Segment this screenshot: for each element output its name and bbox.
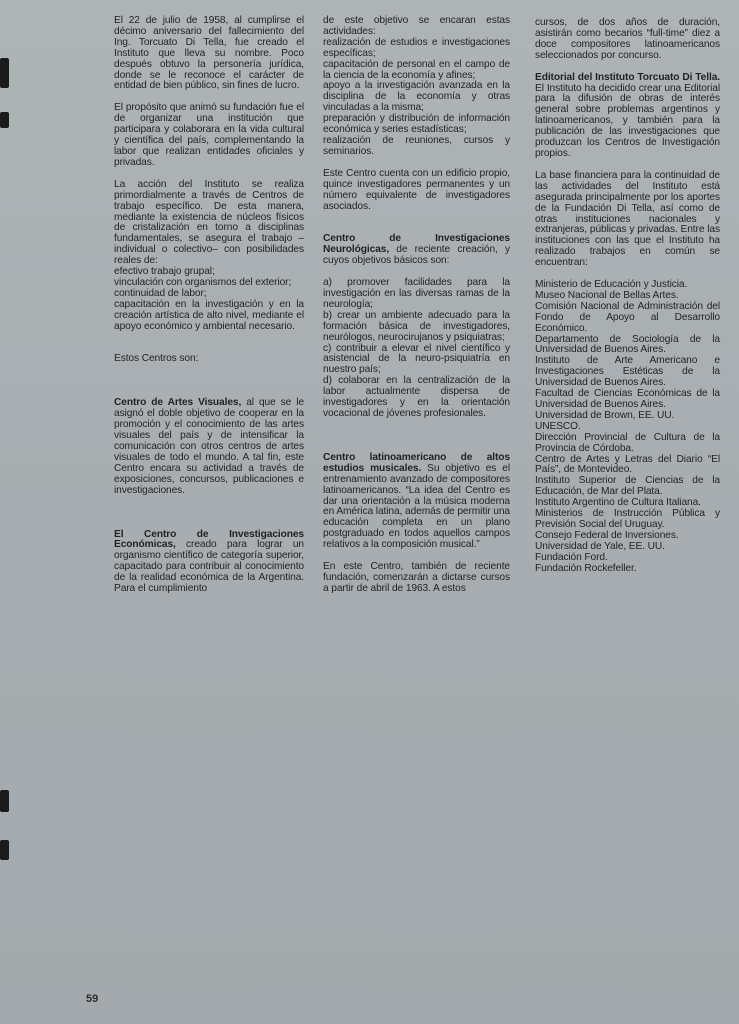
section-heading: Centro latinoamericano de altos estudios musicales.: [323, 451, 510, 474]
paragraph: En este Centro, también de reciente fundación, comenzarán a dictarse cursos a partir de abril de 1963. A estos: [323, 561, 510, 594]
paragraph: Este Centro cuenta con un edificio propio, quince investigadores permanentes y un número equivalente de investigadores asociados.: [323, 167, 510, 212]
section-body: Su objetivo es el entrenamiento avanzado de compositores latinoamericanos. “La idea del Centro es dar una orientación a la música moderna en América latina, además de permitir una educación completa en un plano postgraduado en todos aquellos campos relativos a la composición musical.”: [323, 462, 510, 551]
column-1: [114, 16, 304, 606]
paragraph: Estos Centros son:: [114, 353, 199, 365]
list: realización de estudios e investigaciones específicas; capacitación de personal en el campo de la ciencia de la economía y afines; apoyo a la investigación avanzada en la disciplina de la economía y otras vinculadas a la misma; preparación y distribución de información económica y series estadísticas; realización de reuniones, cursos y seminarios.: [323, 36, 510, 157]
paragraph: La base financiera para la continuidad de las actividades del Instituto está asegurada principalmente por los aportes de la Fundación Di Tella, así como de otras instituciones nacionales y extranjeras, públicas y privadas. Entre las instituciones con las que el Instituto ha realizado trabajos en común se encuentran:: [535, 169, 720, 269]
list: efectivo trabajo grupal; vinculación con organismos del exterior; continuidad de labor; capacitación en la investigación y en la creación artística de alto nivel, mediante el apoyo económico y ambiental necesario.: [114, 266, 304, 332]
paragraph: cursos, de dos años de duración, asistirán como becarios “full-time” diez a doce compositores latinoamericanos seleccionados por concurso.: [535, 17, 720, 61]
section-body: El Instituto ha decidido crear una Editorial para la difusión de obras de interés general sobre problemas argentinos y latinoamericanos, y también para la publicación de las investigaciones que produzcan los Centros de Investigación propios.: [535, 82, 720, 159]
section-body: de reciente creación, y cuyos objetivos básicos son:: [323, 244, 510, 267]
column-3: [535, 18, 720, 586]
binding-mark: [0, 112, 9, 128]
column-2: [323, 16, 510, 606]
binding-mark: [0, 58, 9, 88]
section-heading: Editorial del Instituto Torcuato Di Tella.: [535, 71, 720, 83]
paragraph: El 22 de julio de 1958, al cumplirse el décimo aniversario del fallecimiento del Ing. Torcuato Di Tella, fue creado el Instituto que lleva su nombre. Poco después obtuvo la personería jurídica, donde se le reconoce el carácter de entidad de bien público, sin fines de lucro.: [114, 15, 304, 92]
paragraph: El propósito que animó su fundación fue el de organizar una institución que participara y colaborara en la vida cultural y científica del país, complementando la labor que realizan entidades oficiales y privadas.: [114, 102, 304, 168]
section-heading: Centro de Investigaciones Neurológicas,: [323, 233, 510, 256]
section-body: creado para lograr un organismo científico de categoría superior, capacitado para contribuir al conocimiento de la realidad económica de la Argentina. Para el cumplimiento: [114, 539, 304, 595]
section-heading: El Centro de Investigaciones Económicas,: [114, 528, 304, 551]
page-number: 59: [86, 993, 99, 1005]
list: a) promover facilidades para la investigación en las diversas ramas de la neurología; b) crear un ambiente adecuado para la formación básica de investigadores, neurólogos, neurocirujanos y psiquiatras; c) contribuir a elevar el nivel científico y asistencial de la neuro-psiquiatría en nuestro país; d) colaborar en la centralización de la labor actualmente dispersa de investigadores y en la orientación vocacional de jóvenes profesionales.: [323, 277, 510, 419]
paragraph: La acción del Instituto se realiza primordialmente a través de Centros de trabajo específico. De esta manera, mediante la existencia de núcleos físicos de cristalización en torno a disciplinas fundamentales, se asegura el trabajo –individual o colectivo– con posibilidades reales de:: [114, 178, 304, 267]
binding-mark: [0, 790, 9, 812]
section-body: al que se le asignó el doble objetivo de cooperar en la promoción y el conocimiento de las artes visuales del país y de intensificar la comunicación con otros centros de artes visuales de todo el mundo. A tal fin, este Centro encara su actividad a través de exposiciones, concursos, publicaciones e investigaciones.: [114, 397, 304, 496]
binding-mark: [0, 840, 9, 860]
institutions-list: Ministerio de Educación y Justicia. Museo Nacional de Bellas Artes. Comisión Nacional de Administración del Fondo de Apoyo al Desarrollo Económico. Departamento de Sociología de la Universidad de Buenos Aires. Instituto de Arte Americano e Investigaciones Estéticas de la Universidad de Buenos Aires. Facultad de Ciencias Económicas de la Universidad de Buenos Aires. Universidad de Brown, EE. UU. UNESCO. Dirección Provincial de Cultura de la Provincia de Córdoba. Centro de Artes y Letras del Diario “El País”, de Montevideo. Instituto Superior de Ciencias de la Educación, de Mar del Plata. Instituto Argentino de Cultura Italiana. Ministerios de Instrucción Pública y Previsión Social del Uruguay. Consejo Federal de Inversiones. Universidad de Yale, EE. UU. Fundación Ford. Fundación Rockefeller.: [535, 279, 720, 574]
section-heading: Centro de Artes Visuales,: [114, 397, 242, 409]
paragraph: de este objetivo se encaran estas actividades:: [323, 15, 510, 37]
